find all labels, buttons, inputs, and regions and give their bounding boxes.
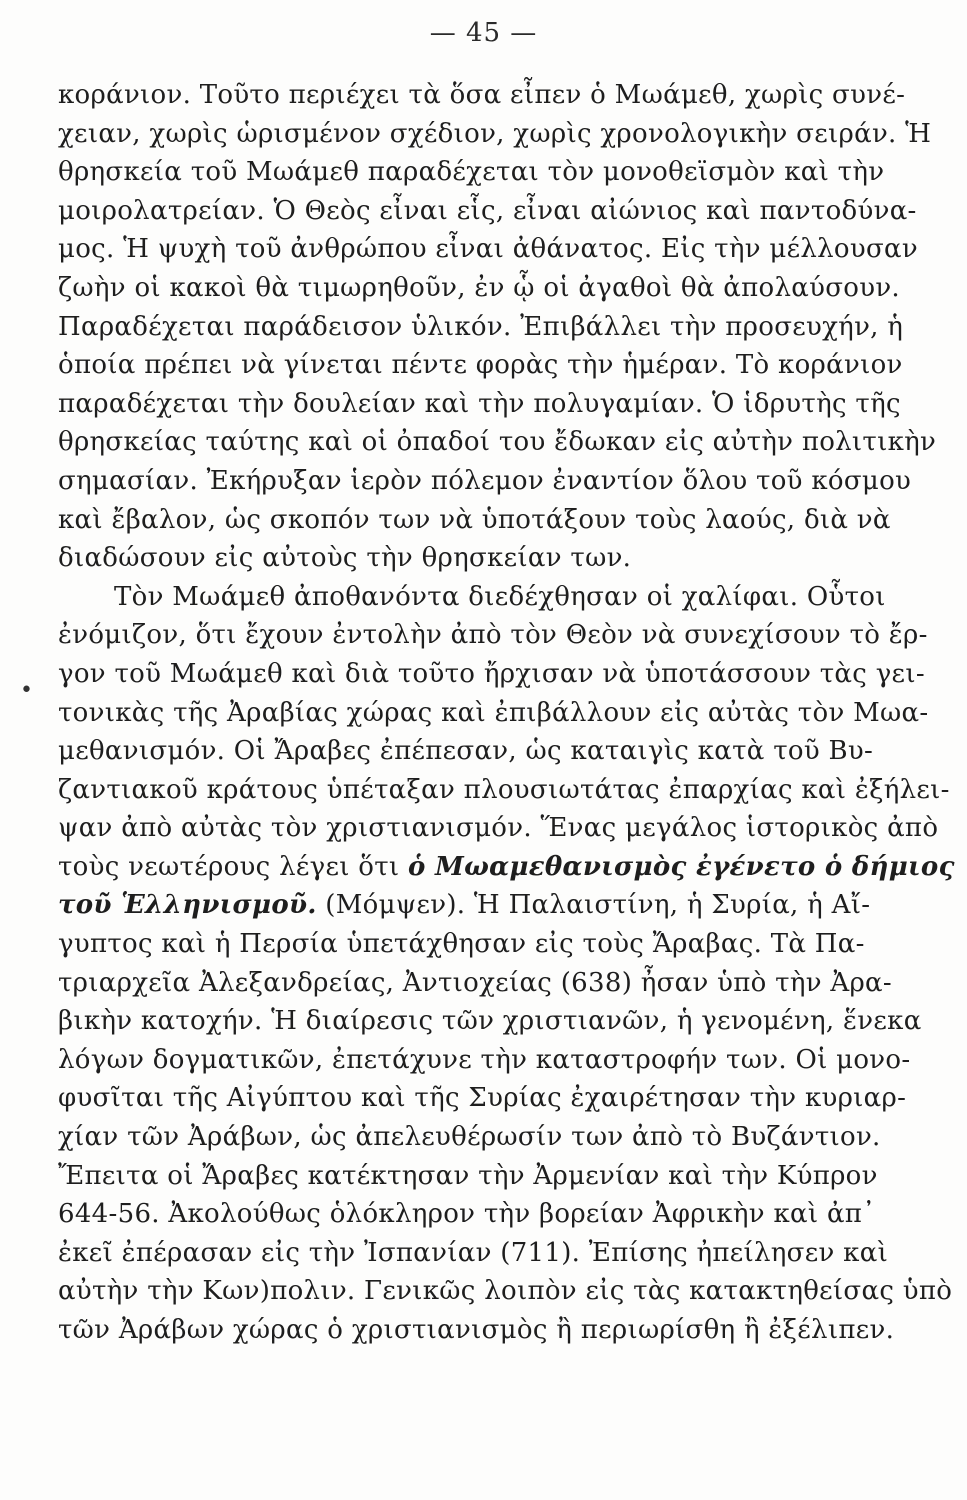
text-line: φυσῖται τῆς Αἰγύπτου καὶ τῆς Συρίας ἐχαιρέτησαν τὴν κυριαρ- <box>58 1083 907 1114</box>
text-line-mixed <box>58 886 871 925</box>
text-line: διαδώσουν εἰς αὐτοὺς τὴν θρησκείαν των. <box>58 543 632 574</box>
text-line: θρησκεία τοῦ Μωάμεθ παραδέχεται τὸν μονοθεϊσμὸν καὶ τὴν <box>58 157 885 188</box>
text-line: μος. Ἡ ψυχὴ τοῦ ἀνθρώπου εἶναι ἀθάνατος. Εἰς τὴν μέλλουσαν <box>58 234 918 265</box>
text-line: μοιρολατρείαν. Ὁ Θεὸς εἶναι εἷς, εἶναι αἰώνιος καὶ παντοδύνα- <box>58 195 917 226</box>
text-line: λόγων δογματικῶν, ἐπετάχυνε τὴν καταστροφήν των. Οἱ μονο- <box>58 1044 911 1075</box>
text-line: παραδέχεται τὴν δουλείαν καὶ τὴν πολυγαμίαν. Ὁ ἱδρυτὴς τῆς <box>58 388 901 419</box>
text-line: ἐκεῖ ἐπέρασαν εἰς τὴν Ἰσπανίαν (711). Ἐπίσης ἠπείλησεν καὶ <box>58 1237 889 1268</box>
text-line: γυπτος καὶ ἡ Περσία ὑπετάχθησαν εἰς τοὺς Ἄραβας. Τὰ Πα- <box>58 929 865 960</box>
text-line: ψαν ἀπὸ αὐτὰς τὸν χριστιανισμόν. Ἕνας μεγάλος ἱστορικὸς ἀπὸ <box>58 813 939 844</box>
text-line: τῶν Ἀράβων χώρας ὁ χριστιανισμὸς ἢ περιωρίσθη ἢ ἐξέλιπεν. <box>58 1315 895 1345</box>
text-line: μεθανισμόν. Οἱ Ἄραβες ἐπέπεσαν, ὡς καταιγὶς κατὰ τοῦ Βυ- <box>58 736 874 767</box>
text-line: Ἔπειτα οἱ Ἄραβες κατέκτησαν τὴν Ἀρμενίαν καὶ τὴν Κύπρον <box>58 1160 878 1191</box>
text-line: καὶ ἔβαλον, ὡς σκοπόν των νὰ ὑποτάξουν τοὺς λαούς, διὰ νὰ <box>58 504 891 535</box>
text-line: σημασίαν. Ἐκήρυξαν ἱερὸν πόλεμον ἐναντίον ὅλου τοῦ κόσμου <box>58 465 912 496</box>
text-line: τονικὰς τῆς Ἀραβίας χώρας καὶ ἐπιβάλλουν εἰς αὐτὰς τὸν Μωα- <box>58 697 929 728</box>
page-number: — 45 — <box>429 18 538 48</box>
text-line: βικὴν κατοχήν. Ἡ διαίρεσις τῶν χριστιανῶν, ἡ γενομένη, ἕνεκα <box>58 1006 922 1037</box>
text-line: ζαντιακοῦ κράτους ὑπέταξαν πλουσιωτάτας ἐπαρχίας καὶ ἐξήλει- <box>58 774 950 805</box>
text-line: ζωὴν οἱ κακοὶ θὰ τιμωρηθοῦν, ἐν ᾧ οἱ ἀγαθοὶ θὰ ἀπολαύσουν. <box>58 272 900 303</box>
text-line: Τὸν Μωάμεθ ἀποθανόντα διεδέχθησαν οἱ χαλίφαι. Οὗτοι <box>114 581 886 612</box>
text-line: 644-56. Ἀκολούθως ὁλόκληρον τὴν βορείαν Ἀφρικὴν καὶ ἀπ᾿ <box>58 1199 876 1230</box>
text-line: χειαν, χωρὶς ὡρισμένον σχέδιον, χωρὶς χρονολογικὴν σειράν. Ἡ <box>58 118 932 149</box>
text-line: ὁποία πρέπει νὰ γίνεται πέντε φορὰς τὴν ἡμέραν. Τὸ κοράνιον <box>58 350 903 381</box>
emphasized-quote: ὁ Μωαμεθανισμὸς ἐγένετο ὁ δήμιος <box>408 851 955 882</box>
text-segment: τοὺς νεωτέρους λέγει ὅτι <box>58 851 400 882</box>
text-line: χίαν τῶν Ἀράβων, ὡς ἀπελευθέρωσίν των ἀπὸ τὸ Βυζάντιον. <box>58 1122 881 1153</box>
margin-mark: • <box>20 678 33 703</box>
body-text <box>58 76 955 1350</box>
text-line-mixed <box>58 848 955 887</box>
text-line: τριαρχεῖα Ἀλεξανδρείας, Ἀντιοχείας (638) ἦσαν ὑπὸ τὴν Ἀρα- <box>58 967 892 998</box>
text-line: γον τοῦ Μωάμεθ καὶ διὰ τοῦτο ἤρχισαν νὰ ὑποτάσσουν τὰς γει- <box>58 658 925 689</box>
text-line: αὐτὴν τὴν Κων)πολιν. Γενικῶς λοιπὸν εἰς τὰς κατακτηθείσας ὑπὸ <box>58 1276 953 1307</box>
emphasized-quote: τοῦ Ἑλληνισμοῦ. <box>58 890 317 921</box>
text-line: Παραδέχεται παράδεισον ὑλικόν. Ἐπιβάλλει τὴν προσευχήν, ἡ <box>58 311 904 342</box>
text-segment: (Μόμψεν). Ἡ Παλαιστίνη, ἡ Συρία, ἡ Αἴ- <box>325 890 871 921</box>
text-line: θρησκείας ταύτης καὶ οἱ ὀπαδοί του ἔδωκαν εἰς αὐτὴν πολιτικὴν <box>58 427 937 458</box>
text-line: κοράνιον. Τοῦτο περιέχει τὰ ὅσα εἶπεν ὁ Μωάμεθ, χωρὶς συνέ- <box>58 80 906 110</box>
text-line: ἐνόμιζον, ὅτι ἔχουν ἐντολὴν ἀπὸ τὸν Θεὸν νὰ συνεχίσουν τὸ ἔρ- <box>58 620 928 651</box>
